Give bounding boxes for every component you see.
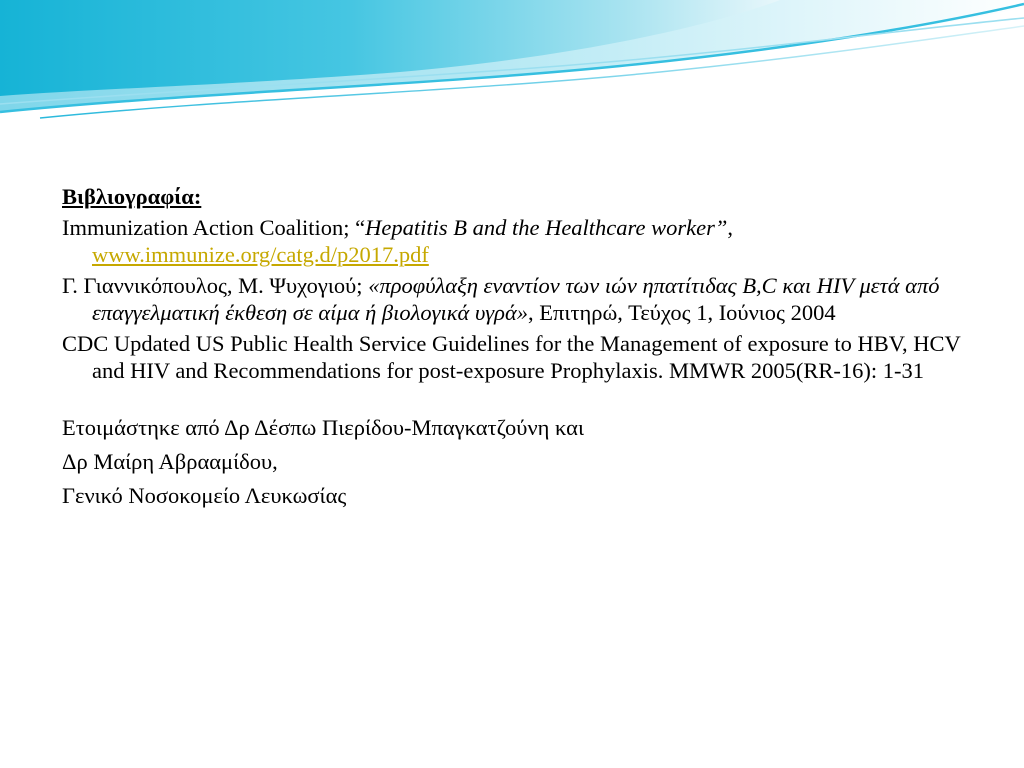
section-spacer <box>62 388 962 414</box>
decorative-wave-header <box>0 0 1024 140</box>
reference-link[interactable]: www.immunize.org/catg.d/p2017.pdf <box>92 242 429 267</box>
credit-line: Γενικό Νοσοκομείο Λευκωσίας <box>62 483 347 508</box>
reference-text: CDC Updated US Public Health Service Guidelines for the Management of exposure to HBV, HCV and HIV and Recommendations for post-exposure Prophylaxis. MMWR 2005(RR-16): 1-31 <box>62 331 961 383</box>
reference-item <box>62 272 962 326</box>
credit-line: Δρ Μαίρη Αβρααμίδου, <box>62 449 278 474</box>
reference-authors: Immunization Action Coalition; “ <box>62 215 366 240</box>
credit-line: Ετοιμάστηκε από Δρ Δέσπω Πιερίδου-Μπαγκατζούνη και <box>62 415 584 440</box>
reference-authors: Γ. Γιαννικόπουλος, Μ. Ψυχογιού; <box>62 273 369 298</box>
reference-separator: , <box>727 215 733 240</box>
bibliography-heading: Βιβλιογραφία: <box>62 184 202 209</box>
reference-item <box>62 214 962 268</box>
reference-title: Hepatitis B and the Healthcare worker” <box>365 215 728 240</box>
slide-content <box>62 183 962 516</box>
reference-item <box>62 330 962 384</box>
reference-source: , Επιτηρώ, Τεύχος 1, Ιούνιος 2004 <box>528 300 836 325</box>
reference-title: «προφύλαξη εναντίον των ιών ηπατίτιδας Β,C και HIV μετά από επαγγελματική έκθεση σε αίμα ή βιολογικά υγρά» <box>92 273 940 325</box>
